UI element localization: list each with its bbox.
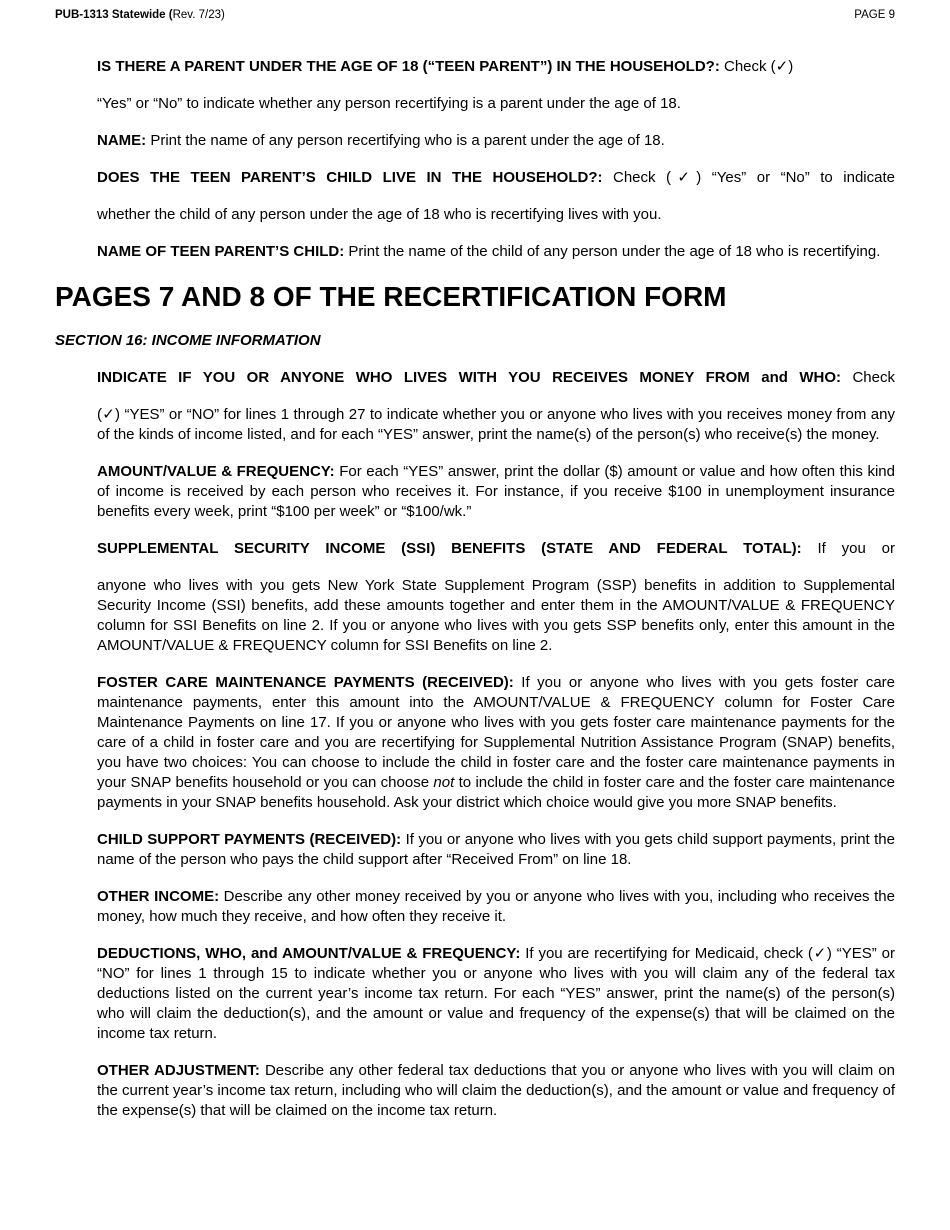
section-16-heading: SECTION 16: INCOME INFORMATION <box>55 332 321 349</box>
page-header <box>55 8 895 22</box>
paragraph-body-text: For each “YES” answer, print the dollar ($) amount or value and how often this kind of income is received by each person who receives it. For instance, if you receive $100 in unemployment insurance benefits every week, print “$100 per week” or “$100/wk.” <box>97 463 895 520</box>
main-heading: PAGES 7 AND 8 OF THE RECERTIFICATION FORM <box>55 281 727 312</box>
paragraph-label: FOSTER CARE MAINTENANCE PAYMENTS (RECEIVED): <box>97 674 514 691</box>
paragraph-other-adjustment <box>97 1061 895 1121</box>
paragraph-label: OTHER ADJUSTMENT: <box>97 1062 260 1079</box>
paragraph-body-text: If you are recertifying for Medicaid, check (✓) “YES” or “NO” for lines 1 through 15 to indicate whether you or anyone who lives with you will claim any of the federal tax deductions listed on the current year’s income tax return. For each “YES” answer, print the name(s) of the person(s) who will claim the deduction(s), and the amount or value and frequency of the expense(s) that will be claimed on the income tax return. <box>97 945 895 1042</box>
paragraph-lead-line <box>97 168 895 188</box>
paragraph-indicate-income <box>97 368 895 445</box>
paragraph-body-text: If you or anyone who lives with you gets foster care maintenance payments, enter this amount into the AMOUNT/VALUE & FREQUENCY column for Foster Care Maintenance Payments on line 17. If you or anyone who lives with you gets foster care maintenance payments for the care of a child in foster care and you are recertifying for Supplemental Nutrition Assistance Program (SNAP) benefits, you have two choices: You can choose to include the child in foster care and the foster care maintenance payments in your SNAP benefits household or you can choose <box>97 674 896 791</box>
paragraph-body-text: (✓) “YES” or “NO” for lines 1 through 27 to indicate whether you or anyone who lives with you receives money from any of the kinds of income listed, and for each “YES” answer, print the name(s) of the person(s) who receive(s) the money. <box>97 406 895 443</box>
paragraph-label: INDICATE IF YOU OR ANYONE WHO LIVES WITH YOU RECEIVES MONEY FROM and WHO: <box>97 369 842 386</box>
paragraph-body-text: Describe any other money received by you or anyone who lives with you, including who receives the money, how much they receive, and how often they receive it. <box>97 888 895 925</box>
paragraph-amount-value-frequency <box>97 462 895 522</box>
paragraph-label: DOES THE TEEN PARENT’S CHILD LIVE IN THE HOUSEHOLD?: <box>97 169 603 186</box>
paragraph-body-text: If you or anyone who lives with you gets child support payments, print the name of the person who pays the child support after “Received From” on line 18. <box>97 831 895 868</box>
paragraph-lead-line <box>97 368 895 388</box>
paragraph-teen-parent-question <box>97 57 895 114</box>
paragraph-body-text: Describe any other federal tax deductions that you or anyone who lives with you will claim on the current year’s income tax return, including who will claim the deduction(s), and the amount or value and frequency of the expense(s) that will be claimed on the income tax return. <box>97 1062 895 1119</box>
document-id <box>55 8 225 22</box>
paragraph-emphasized-word: not <box>433 774 455 791</box>
paragraph-label: NAME: <box>97 132 147 149</box>
paragraph-lead-line <box>97 539 895 559</box>
paragraph-label: NAME OF TEEN PARENT’S CHILD: <box>97 243 345 260</box>
paragraph-lead-text: Check (✓) <box>719 58 794 75</box>
document-id-revision: Rev. 7/23) <box>172 9 225 21</box>
paragraph-label: IS THERE A PARENT UNDER THE AGE OF 18 (“TEEN PARENT”) IN THE HOUSEHOLD?: <box>97 58 720 75</box>
paragraph-lead-line <box>97 57 895 77</box>
paragraph-teen-parent-name <box>97 131 895 151</box>
paragraph-label: AMOUNT/VALUE & FREQUENCY: <box>97 463 335 480</box>
paragraph-teen-child-name <box>97 242 895 262</box>
paragraph-label: DEDUCTIONS, WHO, and AMOUNT/VALUE & FREQUENCY: <box>97 945 521 962</box>
paragraph-label: CHILD SUPPORT PAYMENTS (RECEIVED): <box>97 831 402 848</box>
paragraph-child-support-payments <box>97 830 895 870</box>
paragraph-other-income <box>97 887 895 927</box>
paragraph-deductions <box>97 944 895 1044</box>
paragraph-label: OTHER INCOME: <box>97 888 220 905</box>
paragraph-body-text: Print the name of any person recertifying who is a parent under the age of 18. <box>146 132 665 149</box>
paragraph-lead-text: Check (✓) “Yes” or “No” to indicate <box>602 169 895 186</box>
paragraph-body-text: Print the name of the child of any person under the age of 18 who is recertifying. <box>344 243 881 260</box>
paragraph-body-text: whether the child of any person under the age of 18 who is recertifying lives with you. <box>97 206 662 223</box>
paragraph-ssi-benefits <box>97 539 895 656</box>
paragraph-teen-child-question <box>97 168 895 225</box>
paragraph-body-text: “Yes” or “No” to indicate whether any person recertifying is a parent under the age of 18. <box>97 95 681 112</box>
paragraph-body-text: anyone who lives with you gets New York State Supplement Program (SSP) benefits in addition to Supplemental Security Income (SSI) benefits, add these amounts together and enter them in the AMOUNT/VALUE & FREQUENCY column for SSI Benefits on line 2. If you or anyone who lives with you gets SSP benefits only, enter this amount in the AMOUNT/VALUE & FREQUENCY column for SSI Benefits on line 2. <box>97 577 895 654</box>
paragraph-label: SUPPLEMENTAL SECURITY INCOME (SSI) BENEFITS (STATE AND FEDERAL TOTAL): <box>97 540 802 557</box>
paragraph-foster-care-payments <box>97 673 895 813</box>
document-id-title: PUB-1313 Statewide ( <box>55 9 173 21</box>
paragraph-lead-text: If you or <box>801 540 896 557</box>
paragraph-lead-text: Check <box>841 369 895 386</box>
page-number: PAGE 9 <box>854 9 895 21</box>
paragraph-body-text: to include the child in foster care and the foster care maintenance payments in your SNAP benefits household. Ask your district which choice would give you more SNAP benefits. <box>97 774 896 811</box>
